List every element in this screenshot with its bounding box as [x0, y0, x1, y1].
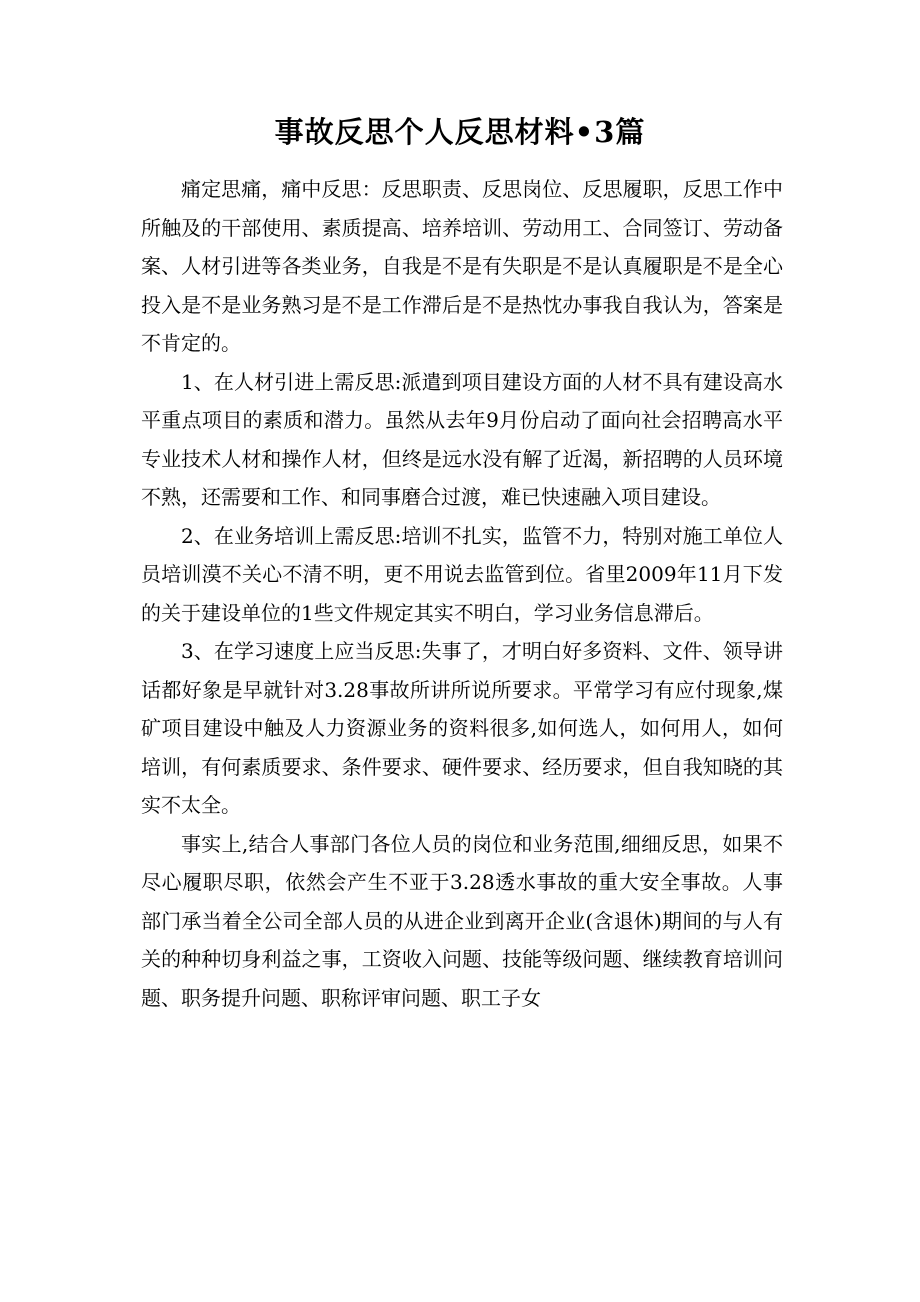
paragraph-talent-introduction: 1、在人材引进上需反思:派遣到项目建设方面的人材不具有建设高水平重点项目的素质和潜力。虽然从去年9月份启动了面向社会招聘高水平专业技术人材和操作人材，但终是远水没有解了近渴，新招聘的人员环境不熟，还需要和工作、和同事磨合过渡，难已快速融入项目建设。 [141, 369, 783, 509]
paragraph-intro: 痛定思痛，痛中反思：反思职责、反思岗位、反思履职，反思工作中所触及的干部使用、素质提高、培养培训、劳动用工、合同签订、劳动备案、人材引进等各类业务，自我是不是有失职是不是认真履职是不是全心投入是不是业务熟习是不是工作滞后是不是热忱办事我自我认为，答案是不肯定的。 [141, 177, 783, 355]
paragraph-learning-speed: 3、在学习速度上应当反思:失事了，才明白好多资料、文件、领导讲话都好象是早就针对3.28事故所讲所说所要求。平常学习有应付现象,煤矿项目建设中触及人力资源业务的资料很多,如何选人，如何用人，如何培训，有何素质要求、条件要求、硬件要求、经历要求，但自我知晓的其实不太全。 [141, 639, 783, 817]
paragraph-in-fact: 事实上,结合人事部门各位人员的岗位和业务范围,细细反思，如果不尽心履职尽职，依然会产生不亚于3.28透水事故的重大安全事故。人事部门承当着全公司全部人员的从进企业到离开企业(含退休)期间的与人有关的种种切身利益之事，工资收入问题、技能等级问题、继续教育培训问题、职务提升问题、职称评审问题、职工子女 [141, 831, 783, 1010]
document-body [141, 170, 783, 1017]
paragraph-business-training: 2、在业务培训上需反思:培训不扎实，监管不力，特别对施工单位人员培训漠不关心不清不明，更不用说去监管到位。省里2009年11月下发的关于建设单位的1些文件规定其实不明白，学习业务信息滞后。 [141, 523, 783, 625]
document-title: 事故反思个人反思材料•3篇 [274, 115, 646, 149]
